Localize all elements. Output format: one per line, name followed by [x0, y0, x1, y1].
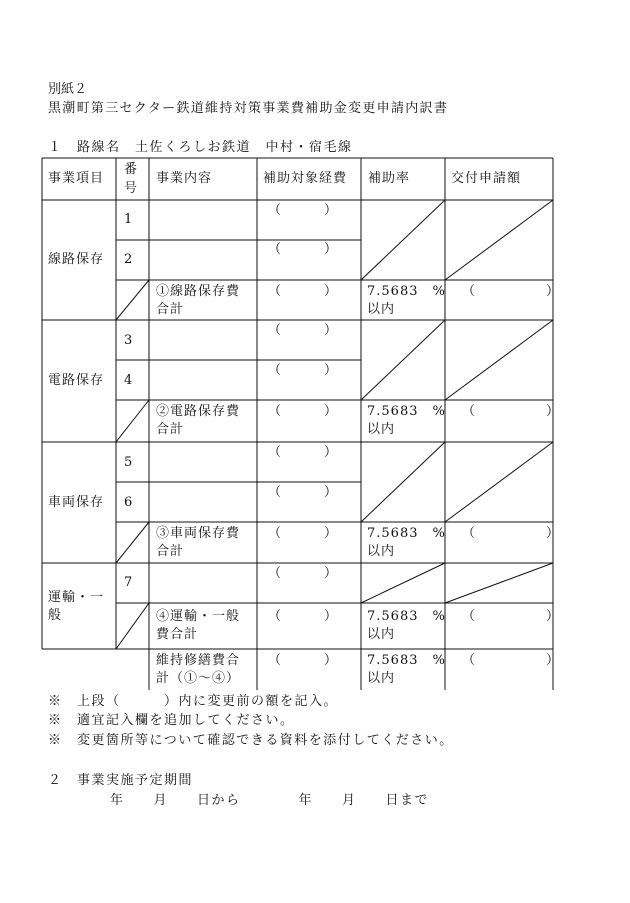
total-cost-paren: （ ） [268, 653, 339, 668]
subtotal-cost-paren: （ ） [268, 404, 339, 419]
rate-within: 以内 [367, 422, 396, 437]
cost-paren: （ ） [268, 363, 339, 378]
row-number: 6 [124, 495, 134, 510]
group-item-label: 線路保存 [48, 252, 105, 267]
route-name-heading: １ 路線名 土佐くろしお鉄道 中村・宿毛線 [48, 140, 353, 155]
row-number: 5 [124, 455, 134, 470]
amount-paren: （ ） [462, 284, 561, 299]
rate-within: 以内 [367, 671, 396, 686]
rate-value: 7.5683 % [367, 404, 446, 419]
rate-value: 7.5683 % [367, 284, 446, 299]
note-item: ※ 適宜記入欄を追加してください。 [48, 713, 295, 728]
amount-paren: （ ） [462, 404, 561, 419]
header-content: 事業内容 [156, 171, 213, 186]
row-number: 1 [124, 212, 134, 227]
header-rate: 補助率 [368, 171, 411, 186]
rate-value: 7.5683 % [367, 526, 446, 541]
amount-paren: （ ） [462, 526, 561, 541]
total-label-line1: 維持修繕費合 [156, 653, 241, 668]
rate-within: 以内 [367, 302, 396, 317]
amount-paren: （ ） [462, 609, 561, 624]
document-title: 黒潮町第三セクター鉄道維持対策事業費補助金変更申請内訳書 [48, 101, 449, 116]
rate-within: 以内 [367, 544, 396, 559]
cost-paren: （ ） [268, 485, 339, 500]
row-number: 2 [124, 252, 134, 267]
subtotal-label-line2: 合計 [156, 302, 185, 317]
row-number: 4 [124, 373, 134, 388]
cost-paren: （ ） [268, 203, 339, 218]
note-item: ※ 上段（ ）内に変更前の額を記入。 [48, 694, 339, 709]
subtotal-label-line1: ③車両保存費 [156, 526, 241, 541]
group-item-label: 車両保存 [48, 495, 105, 510]
header-no-line2: 号 [124, 181, 139, 196]
subtotal-label-line1: ④運輸・一般 [156, 609, 241, 624]
group-item-label: 電路保存 [48, 373, 105, 388]
subtotal-cost-paren: （ ） [268, 609, 339, 624]
period-heading: ２ 事業実施予定期間 [48, 773, 194, 788]
amount-paren: （ ） [462, 653, 561, 668]
subtotal-cost-paren: （ ） [268, 526, 339, 541]
cost-paren: （ ） [268, 242, 339, 257]
header-cost: 補助対象経費 [263, 171, 348, 186]
annex-label: 別紙２ [48, 82, 88, 97]
subtotal-cost-paren: （ ） [268, 284, 339, 299]
header-no-line1: 番 [124, 162, 139, 177]
subtotal-label-line1: ①線路保存費 [156, 284, 241, 299]
subtotal-label-line1: ②電路保存費 [156, 404, 241, 419]
period-line: 年 月 日から 年 月 日まで [110, 793, 430, 808]
header-amount: 交付申請額 [451, 171, 522, 186]
rate-value: 7.5683 % [367, 609, 446, 624]
subtotal-label-line2: 合計 [156, 544, 185, 559]
group-item-label-line2: 般 [48, 608, 63, 623]
subtotal-label-line2: 費合計 [156, 627, 199, 642]
note-item: ※ 変更箇所等について確認できる資料を添付してください。 [48, 733, 454, 748]
cost-paren: （ ） [268, 445, 339, 460]
cost-paren: （ ） [268, 566, 339, 581]
group-item-label-line1: 運輸・一 [48, 590, 105, 605]
total-label-line2: 計（①～④） [156, 671, 241, 686]
subtotal-label-line2: 合計 [156, 422, 185, 437]
cost-paren: （ ） [268, 323, 339, 338]
row-number: 7 [124, 575, 134, 590]
rate-value: 7.5683 % [367, 653, 446, 668]
rate-within: 以内 [367, 627, 396, 642]
header-item: 事業項目 [48, 171, 105, 186]
row-number: 3 [124, 333, 134, 348]
